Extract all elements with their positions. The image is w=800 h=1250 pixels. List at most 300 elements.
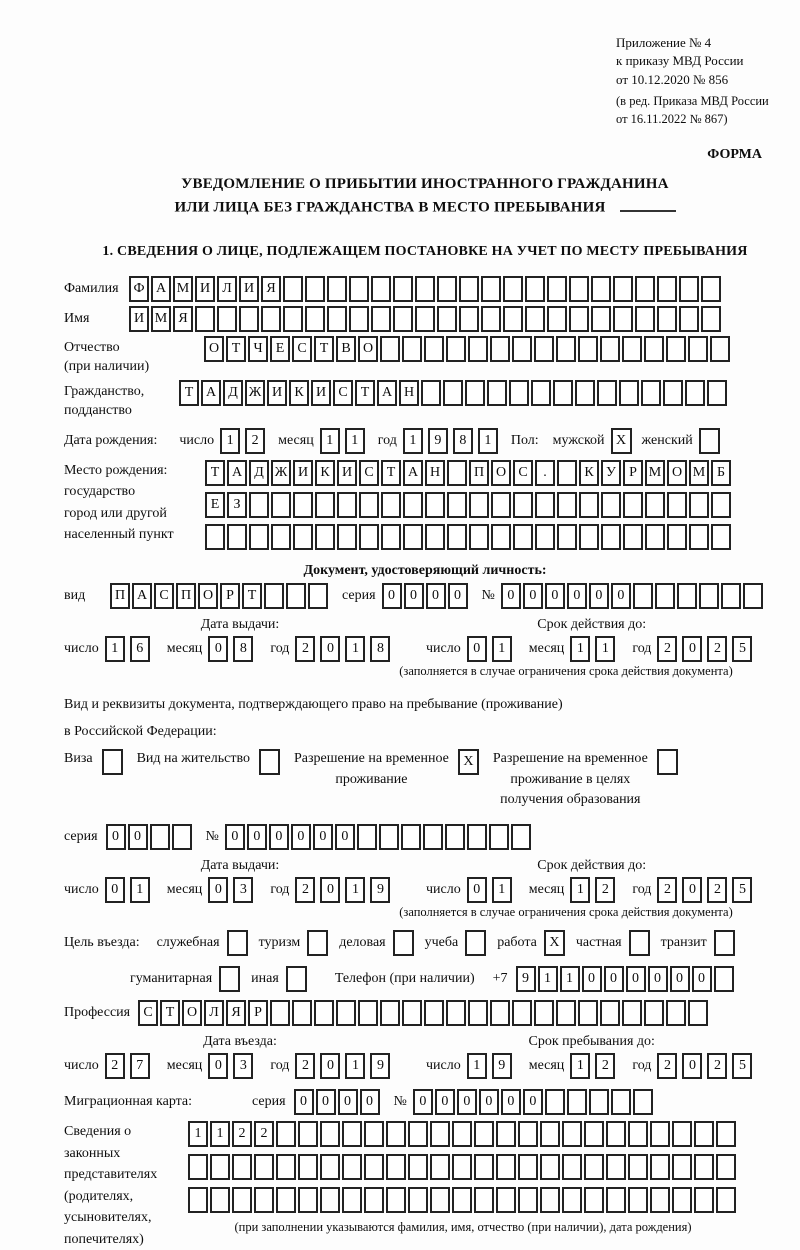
char-cell[interactable]: .	[535, 460, 555, 486]
char-cell[interactable]: Я	[261, 276, 281, 302]
char-cell[interactable]	[579, 524, 599, 550]
char-cell[interactable]	[509, 380, 529, 406]
char-cell[interactable]: 0	[404, 583, 424, 609]
char-cell[interactable]	[358, 1000, 378, 1026]
char-cell[interactable]: 0	[208, 1053, 228, 1079]
char-cell[interactable]: 2	[657, 1053, 677, 1079]
char-cell[interactable]: О	[198, 583, 218, 609]
char-cell[interactable]	[195, 306, 215, 332]
char-cell[interactable]	[688, 1000, 708, 1026]
char-cell[interactable]	[525, 276, 545, 302]
char-cell[interactable]: А	[403, 460, 423, 486]
char-cell[interactable]	[447, 492, 467, 518]
char-cell[interactable]: 1	[595, 636, 615, 662]
char-cell[interactable]	[534, 1000, 554, 1026]
char-cell[interactable]	[641, 380, 661, 406]
char-cell[interactable]: И	[311, 380, 331, 406]
char-cell[interactable]	[601, 492, 621, 518]
char-cell[interactable]: 9	[516, 966, 536, 992]
char-cell[interactable]: 0	[128, 824, 148, 850]
char-cell[interactable]	[663, 380, 683, 406]
char-cell[interactable]	[512, 336, 532, 362]
char-cell[interactable]	[628, 1121, 648, 1147]
char-cell[interactable]	[227, 524, 247, 550]
char-cell[interactable]: 2	[254, 1121, 274, 1147]
char-cell[interactable]	[172, 824, 192, 850]
char-cell[interactable]	[430, 1187, 450, 1213]
char-cell[interactable]: 0	[479, 1089, 499, 1115]
char-cell[interactable]	[677, 583, 697, 609]
char-cell[interactable]: Т	[314, 336, 334, 362]
checkbox-cell[interactable]: X	[611, 428, 632, 454]
char-cell[interactable]	[714, 966, 734, 992]
char-cell[interactable]: 2	[232, 1121, 252, 1147]
char-cell[interactable]	[437, 276, 457, 302]
checkbox-cell[interactable]	[307, 930, 328, 956]
char-cell[interactable]	[359, 524, 379, 550]
char-cell[interactable]	[584, 1154, 604, 1180]
char-cell[interactable]	[320, 1154, 340, 1180]
char-cell[interactable]: Л	[204, 1000, 224, 1026]
checkbox-cell[interactable]	[465, 930, 486, 956]
char-cell[interactable]: В	[336, 336, 356, 362]
char-cell[interactable]: 0	[320, 636, 340, 662]
char-cell[interactable]	[518, 1154, 538, 1180]
char-cell[interactable]	[320, 1187, 340, 1213]
char-cell[interactable]	[496, 1121, 516, 1147]
char-cell[interactable]: 2	[105, 1053, 125, 1079]
char-cell[interactable]: С	[154, 583, 174, 609]
char-cell[interactable]: 2	[295, 877, 315, 903]
char-cell[interactable]	[540, 1154, 560, 1180]
char-cell[interactable]	[553, 380, 573, 406]
char-cell[interactable]: 1	[478, 428, 498, 454]
char-cell[interactable]	[315, 524, 335, 550]
char-cell[interactable]	[364, 1121, 384, 1147]
char-cell[interactable]	[481, 306, 501, 332]
char-cell[interactable]: 1	[492, 877, 512, 903]
char-cell[interactable]	[364, 1187, 384, 1213]
char-cell[interactable]: 6	[130, 636, 150, 662]
char-cell[interactable]: 1	[467, 1053, 487, 1079]
char-cell[interactable]	[249, 524, 269, 550]
char-cell[interactable]: Е	[205, 492, 225, 518]
char-cell[interactable]: Е	[270, 336, 290, 362]
char-cell[interactable]	[292, 1000, 312, 1026]
char-cell[interactable]	[679, 306, 699, 332]
char-cell[interactable]: 0	[313, 824, 333, 850]
char-cell[interactable]	[276, 1154, 296, 1180]
char-cell[interactable]	[623, 524, 643, 550]
char-cell[interactable]: М	[689, 460, 709, 486]
char-cell[interactable]	[611, 1089, 631, 1115]
char-cell[interactable]: 0	[316, 1089, 336, 1115]
char-cell[interactable]: 2	[657, 636, 677, 662]
char-cell[interactable]	[489, 824, 509, 850]
char-cell[interactable]	[254, 1154, 274, 1180]
char-cell[interactable]	[535, 524, 555, 550]
char-cell[interactable]	[430, 1154, 450, 1180]
char-cell[interactable]: Д	[223, 380, 243, 406]
char-cell[interactable]: 2	[595, 877, 615, 903]
char-cell[interactable]: И	[337, 460, 357, 486]
checkbox-cell[interactable]	[102, 749, 123, 775]
char-cell[interactable]	[261, 306, 281, 332]
char-cell[interactable]: П	[176, 583, 196, 609]
char-cell[interactable]	[613, 306, 633, 332]
char-cell[interactable]	[513, 524, 533, 550]
char-cell[interactable]	[315, 492, 335, 518]
char-cell[interactable]: 1	[538, 966, 558, 992]
char-cell[interactable]	[452, 1187, 472, 1213]
char-cell[interactable]	[430, 1121, 450, 1147]
char-cell[interactable]	[443, 380, 463, 406]
char-cell[interactable]: 9	[428, 428, 448, 454]
char-cell[interactable]: 9	[492, 1053, 512, 1079]
char-cell[interactable]	[408, 1121, 428, 1147]
char-cell[interactable]	[578, 336, 598, 362]
char-cell[interactable]	[716, 1154, 736, 1180]
char-cell[interactable]: 0	[682, 877, 702, 903]
char-cell[interactable]	[305, 306, 325, 332]
char-cell[interactable]: 0	[567, 583, 587, 609]
char-cell[interactable]	[381, 524, 401, 550]
char-cell[interactable]	[446, 336, 466, 362]
char-cell[interactable]	[562, 1187, 582, 1213]
char-cell[interactable]: К	[315, 460, 335, 486]
char-cell[interactable]: 9	[370, 1053, 390, 1079]
char-cell[interactable]: Д	[249, 460, 269, 486]
char-cell[interactable]	[337, 524, 357, 550]
char-cell[interactable]	[437, 306, 457, 332]
checkbox-cell[interactable]	[699, 428, 720, 454]
char-cell[interactable]: 1	[220, 428, 240, 454]
char-cell[interactable]	[633, 1089, 653, 1115]
char-cell[interactable]	[569, 306, 589, 332]
char-cell[interactable]: Т	[226, 336, 246, 362]
char-cell[interactable]	[327, 276, 347, 302]
char-cell[interactable]	[342, 1154, 362, 1180]
char-cell[interactable]	[518, 1121, 538, 1147]
char-cell[interactable]: 0	[448, 583, 468, 609]
char-cell[interactable]	[424, 336, 444, 362]
char-cell[interactable]	[688, 336, 708, 362]
char-cell[interactable]	[445, 824, 465, 850]
char-cell[interactable]	[600, 1000, 620, 1026]
char-cell[interactable]: 0	[382, 583, 402, 609]
char-cell[interactable]	[666, 336, 686, 362]
char-cell[interactable]	[606, 1187, 626, 1213]
char-cell[interactable]	[575, 380, 595, 406]
char-cell[interactable]	[579, 492, 599, 518]
char-cell[interactable]: 0	[582, 966, 602, 992]
char-cell[interactable]	[569, 276, 589, 302]
char-cell[interactable]: 0	[626, 966, 646, 992]
char-cell[interactable]	[381, 492, 401, 518]
checkbox-cell[interactable]	[629, 930, 650, 956]
char-cell[interactable]: Т	[355, 380, 375, 406]
char-cell[interactable]	[447, 524, 467, 550]
char-cell[interactable]	[298, 1187, 318, 1213]
char-cell[interactable]	[701, 306, 721, 332]
char-cell[interactable]	[447, 460, 467, 486]
char-cell[interactable]	[402, 336, 422, 362]
char-cell[interactable]: 1	[570, 1053, 590, 1079]
char-cell[interactable]: 0	[589, 583, 609, 609]
char-cell[interactable]	[518, 1187, 538, 1213]
char-cell[interactable]: 1	[560, 966, 580, 992]
char-cell[interactable]: 0	[208, 636, 228, 662]
char-cell[interactable]	[657, 306, 677, 332]
char-cell[interactable]	[701, 276, 721, 302]
char-cell[interactable]: 2	[707, 1053, 727, 1079]
char-cell[interactable]	[689, 524, 709, 550]
char-cell[interactable]	[589, 1089, 609, 1115]
char-cell[interactable]	[283, 306, 303, 332]
checkbox-cell[interactable]	[227, 930, 248, 956]
char-cell[interactable]	[305, 276, 325, 302]
char-cell[interactable]	[276, 1121, 296, 1147]
char-cell[interactable]: Я	[226, 1000, 246, 1026]
char-cell[interactable]	[650, 1154, 670, 1180]
char-cell[interactable]: 5	[732, 1053, 752, 1079]
char-cell[interactable]	[547, 306, 567, 332]
char-cell[interactable]	[467, 824, 487, 850]
char-cell[interactable]	[512, 1000, 532, 1026]
char-cell[interactable]	[327, 306, 347, 332]
char-cell[interactable]: 1	[320, 428, 340, 454]
char-cell[interactable]: 2	[707, 636, 727, 662]
char-cell[interactable]: А	[227, 460, 247, 486]
char-cell[interactable]	[371, 276, 391, 302]
char-cell[interactable]	[606, 1121, 626, 1147]
char-cell[interactable]	[635, 306, 655, 332]
char-cell[interactable]: 0	[545, 583, 565, 609]
char-cell[interactable]	[655, 583, 675, 609]
char-cell[interactable]	[276, 1187, 296, 1213]
char-cell[interactable]: 0	[501, 1089, 521, 1115]
char-cell[interactable]: Р	[623, 460, 643, 486]
char-cell[interactable]	[645, 492, 665, 518]
char-cell[interactable]	[468, 336, 488, 362]
char-cell[interactable]: 0	[247, 824, 267, 850]
char-cell[interactable]	[613, 276, 633, 302]
char-cell[interactable]: 0	[335, 824, 355, 850]
char-cell[interactable]: Н	[425, 460, 445, 486]
char-cell[interactable]	[633, 583, 653, 609]
char-cell[interactable]	[716, 1121, 736, 1147]
char-cell[interactable]	[556, 1000, 576, 1026]
char-cell[interactable]	[270, 1000, 290, 1026]
char-cell[interactable]: С	[359, 460, 379, 486]
char-cell[interactable]: 0	[106, 824, 126, 850]
char-cell[interactable]	[402, 1000, 422, 1026]
char-cell[interactable]	[408, 1154, 428, 1180]
checkbox-cell[interactable]	[286, 966, 307, 992]
char-cell[interactable]: И	[239, 276, 259, 302]
char-cell[interactable]	[679, 276, 699, 302]
char-cell[interactable]: Р	[248, 1000, 268, 1026]
char-cell[interactable]	[423, 824, 443, 850]
char-cell[interactable]: Л	[217, 276, 237, 302]
char-cell[interactable]	[150, 824, 170, 850]
char-cell[interactable]	[490, 336, 510, 362]
char-cell[interactable]	[286, 583, 306, 609]
char-cell[interactable]	[403, 524, 423, 550]
char-cell[interactable]: 0	[294, 1089, 314, 1115]
char-cell[interactable]	[239, 306, 259, 332]
checkbox-cell[interactable]	[657, 749, 678, 775]
char-cell[interactable]	[721, 583, 741, 609]
checkbox-cell[interactable]	[219, 966, 240, 992]
char-cell[interactable]	[349, 306, 369, 332]
checkbox-cell[interactable]	[714, 930, 735, 956]
char-cell[interactable]	[293, 524, 313, 550]
char-cell[interactable]: 0	[457, 1089, 477, 1115]
char-cell[interactable]: 1	[345, 428, 365, 454]
char-cell[interactable]	[298, 1121, 318, 1147]
char-cell[interactable]	[622, 336, 642, 362]
char-cell[interactable]	[459, 306, 479, 332]
char-cell[interactable]	[743, 583, 763, 609]
char-cell[interactable]	[336, 1000, 356, 1026]
char-cell[interactable]: Р	[220, 583, 240, 609]
char-cell[interactable]	[534, 336, 554, 362]
char-cell[interactable]	[446, 1000, 466, 1026]
char-cell[interactable]	[667, 492, 687, 518]
char-cell[interactable]	[421, 380, 441, 406]
char-cell[interactable]	[600, 336, 620, 362]
char-cell[interactable]	[254, 1187, 274, 1213]
char-cell[interactable]: 3	[233, 877, 253, 903]
char-cell[interactable]	[650, 1187, 670, 1213]
char-cell[interactable]: 1	[570, 636, 590, 662]
char-cell[interactable]	[293, 492, 313, 518]
char-cell[interactable]: 3	[233, 1053, 253, 1079]
char-cell[interactable]: С	[333, 380, 353, 406]
char-cell[interactable]	[403, 492, 423, 518]
char-cell[interactable]: 0	[682, 1053, 702, 1079]
char-cell[interactable]: 1	[105, 636, 125, 662]
char-cell[interactable]: Ф	[129, 276, 149, 302]
char-cell[interactable]	[469, 524, 489, 550]
char-cell[interactable]	[628, 1187, 648, 1213]
char-cell[interactable]	[584, 1121, 604, 1147]
char-cell[interactable]: 0	[320, 1053, 340, 1079]
char-cell[interactable]	[635, 276, 655, 302]
char-cell[interactable]	[525, 306, 545, 332]
char-cell[interactable]	[364, 1154, 384, 1180]
char-cell[interactable]	[393, 276, 413, 302]
char-cell[interactable]: М	[151, 306, 171, 332]
char-cell[interactable]: 5	[732, 877, 752, 903]
char-cell[interactable]	[481, 276, 501, 302]
char-cell[interactable]: А	[377, 380, 397, 406]
char-cell[interactable]	[644, 336, 664, 362]
char-cell[interactable]	[380, 1000, 400, 1026]
char-cell[interactable]	[694, 1121, 714, 1147]
char-cell[interactable]	[415, 306, 435, 332]
char-cell[interactable]: 1	[130, 877, 150, 903]
char-cell[interactable]	[562, 1154, 582, 1180]
char-cell[interactable]: 0	[501, 583, 521, 609]
char-cell[interactable]: 0	[467, 636, 487, 662]
char-cell[interactable]	[491, 524, 511, 550]
char-cell[interactable]: К	[289, 380, 309, 406]
char-cell[interactable]: 0	[467, 877, 487, 903]
char-cell[interactable]: Т	[242, 583, 262, 609]
char-cell[interactable]	[314, 1000, 334, 1026]
char-cell[interactable]	[386, 1187, 406, 1213]
char-cell[interactable]: 2	[295, 1053, 315, 1079]
char-cell[interactable]	[308, 583, 328, 609]
char-cell[interactable]: 7	[130, 1053, 150, 1079]
char-cell[interactable]: М	[645, 460, 665, 486]
char-cell[interactable]: 8	[370, 636, 390, 662]
char-cell[interactable]: С	[513, 460, 533, 486]
char-cell[interactable]: Б	[711, 460, 731, 486]
char-cell[interactable]: 0	[338, 1089, 358, 1115]
char-cell[interactable]	[371, 306, 391, 332]
char-cell[interactable]	[379, 824, 399, 850]
char-cell[interactable]	[349, 276, 369, 302]
char-cell[interactable]: Я	[173, 306, 193, 332]
char-cell[interactable]	[425, 524, 445, 550]
char-cell[interactable]: А	[201, 380, 221, 406]
char-cell[interactable]	[503, 306, 523, 332]
checkbox-cell[interactable]: X	[544, 930, 565, 956]
char-cell[interactable]	[513, 492, 533, 518]
char-cell[interactable]: Т	[381, 460, 401, 486]
char-cell[interactable]: М	[173, 276, 193, 302]
char-cell[interactable]	[271, 492, 291, 518]
char-cell[interactable]: 1	[345, 877, 365, 903]
char-cell[interactable]	[535, 492, 555, 518]
char-cell[interactable]	[393, 306, 413, 332]
char-cell[interactable]	[386, 1154, 406, 1180]
char-cell[interactable]	[557, 460, 577, 486]
char-cell[interactable]: Н	[399, 380, 419, 406]
char-cell[interactable]	[188, 1187, 208, 1213]
char-cell[interactable]	[601, 524, 621, 550]
char-cell[interactable]	[210, 1154, 230, 1180]
char-cell[interactable]	[459, 276, 479, 302]
char-cell[interactable]: 0	[670, 966, 690, 992]
char-cell[interactable]	[264, 583, 284, 609]
char-cell[interactable]	[556, 336, 576, 362]
char-cell[interactable]: П	[469, 460, 489, 486]
char-cell[interactable]: 1	[188, 1121, 208, 1147]
char-cell[interactable]	[628, 1154, 648, 1180]
char-cell[interactable]: 8	[233, 636, 253, 662]
char-cell[interactable]	[619, 380, 639, 406]
char-cell[interactable]	[298, 1154, 318, 1180]
char-cell[interactable]: 0	[604, 966, 624, 992]
char-cell[interactable]: 1	[345, 636, 365, 662]
char-cell[interactable]: О	[204, 336, 224, 362]
char-cell[interactable]: 1	[345, 1053, 365, 1079]
char-cell[interactable]: 0	[320, 877, 340, 903]
char-cell[interactable]: 8	[453, 428, 473, 454]
char-cell[interactable]	[531, 380, 551, 406]
char-cell[interactable]	[591, 276, 611, 302]
char-cell[interactable]	[491, 492, 511, 518]
char-cell[interactable]: О	[358, 336, 378, 362]
char-cell[interactable]: 0	[225, 824, 245, 850]
char-cell[interactable]	[217, 306, 237, 332]
char-cell[interactable]	[408, 1187, 428, 1213]
char-cell[interactable]	[545, 1089, 565, 1115]
